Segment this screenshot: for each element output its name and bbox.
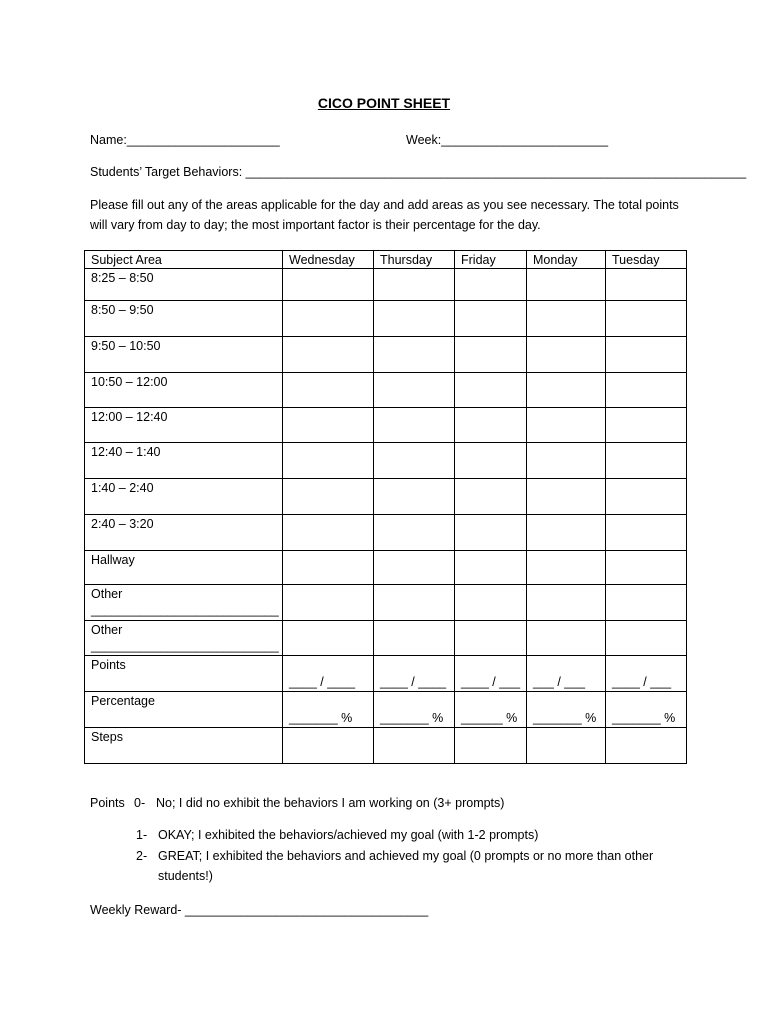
subject-area-cell [85,269,283,301]
percentage-cell-friday[interactable] [455,692,527,728]
score-cell-monday[interactable] [527,269,606,301]
legend-item-0-num: 0- [134,796,146,810]
subject-area-cell [85,585,283,621]
points-cell-monday[interactable] [527,656,606,692]
subject-area-cell [85,301,283,337]
legend-item-2-text-line1: GREAT; I exhibited the behaviors and achieved my goal (0 prompts or no more than other [158,849,654,863]
score-cell-thursday[interactable] [374,408,455,443]
score-cell-friday[interactable] [455,621,527,656]
score-cell-monday[interactable] [527,479,606,515]
subject-area-blank-line: ___________________________ [91,603,279,617]
subject-area-cell [85,337,283,373]
score-cell-thursday[interactable] [374,373,455,408]
table-row [85,515,687,551]
table-row [85,551,687,585]
steps-cell-wednesday[interactable] [283,728,374,764]
subject-area-label: 12:00 – 12:40 [91,410,168,424]
score-cell-monday[interactable] [527,408,606,443]
subject-area-label: 1:40 – 2:40 [91,481,154,495]
table-row [85,621,687,656]
points-blank: ____ / ____ [289,675,356,689]
score-cell-wednesday[interactable] [283,269,374,301]
score-cell-wednesday[interactable] [283,337,374,373]
subject-area-cell [85,515,283,551]
instructions-text: Please fill out any of the areas applicable for the day and add areas as you see necessary. The total points will vary from day to day; the most important factor is their percentage for the day. [90,198,679,232]
target-behaviors-label: Students’ Target Behaviors: ________________________________________________________________________ [90,165,747,179]
subject-area-label: Other [91,587,123,601]
score-cell-wednesday[interactable] [283,479,374,515]
subject-area-cell [85,443,283,479]
legend-points-heading: Points [90,796,125,810]
subject-area-label: 2:40 – 3:20 [91,517,154,531]
steps-cell-friday[interactable] [455,728,527,764]
score-cell-friday[interactable] [455,585,527,621]
subject-area-label: Other [91,623,123,637]
steps-cell-thursday[interactable] [374,728,455,764]
subject-area-cell [85,408,283,443]
table-row [85,479,687,515]
score-cell-tuesday[interactable] [606,301,687,337]
steps-row [85,728,687,764]
subject-area-blank-line: ___________________________ [91,639,279,653]
point-table [84,250,687,764]
score-cell-tuesday[interactable] [606,621,687,656]
points-cell-tuesday[interactable] [606,656,687,692]
subject-area-label: 8:25 – 8:50 [91,271,154,285]
legend-item-2-text-line2: students!) [158,869,213,883]
subject-area-cell [85,373,283,408]
score-cell-friday[interactable] [455,551,527,585]
subject-area-cell [85,551,283,585]
legend-item-2-num: 2- [136,849,148,863]
steps-label: Steps [85,728,283,764]
score-cell-friday[interactable] [455,515,527,551]
percentage-blank: _______ % [289,711,353,725]
points-cell-friday[interactable] [455,656,527,692]
percentage-cell-tuesday[interactable] [606,692,687,728]
score-cell-thursday[interactable] [374,301,455,337]
score-cell-friday[interactable] [455,408,527,443]
points-blank: ____ / ___ [612,675,672,689]
subject-area-label: Hallway [91,553,135,567]
score-cell-thursday[interactable] [374,479,455,515]
table-row [85,443,687,479]
score-cell-tuesday[interactable] [606,408,687,443]
score-cell-wednesday[interactable] [283,301,374,337]
percentage-cell-wednesday[interactable] [283,692,374,728]
score-cell-friday[interactable] [455,373,527,408]
score-cell-friday[interactable] [455,479,527,515]
percentage-blank: _______ % [380,711,444,725]
weekly-reward-label: Weekly Reward- ___________________________________ [90,903,429,917]
percentage-blank: _______ % [612,711,676,725]
week-field-label: Week:________________________ [406,133,609,147]
score-cell-thursday[interactable] [374,515,455,551]
score-cell-thursday[interactable] [374,269,455,301]
score-cell-tuesday[interactable] [606,479,687,515]
score-cell-monday[interactable] [527,337,606,373]
points-label: Points [85,656,283,692]
subject-area-cell [85,479,283,515]
score-cell-tuesday[interactable] [606,337,687,373]
score-cell-tuesday[interactable] [606,515,687,551]
score-cell-tuesday[interactable] [606,551,687,585]
legend-item-0-text: No; I did no exhibit the behaviors I am working on (3+ prompts) [156,796,505,810]
score-cell-friday[interactable] [455,269,527,301]
subject-area-label: 9:50 – 10:50 [91,339,161,353]
percentage-label: Percentage [85,692,283,728]
subject-area-label: 8:50 – 9:50 [91,303,154,317]
legend-item-1-num: 1- [136,828,148,842]
score-cell-thursday[interactable] [374,337,455,373]
table-header-row [85,251,687,269]
steps-cell-tuesday[interactable] [606,728,687,764]
score-cell-wednesday[interactable] [283,585,374,621]
percentage-blank: _______ % [533,711,597,725]
score-cell-monday[interactable] [527,621,606,656]
percentage-cell-thursday[interactable] [374,692,455,728]
subject-area-label: 10:50 – 12:00 [91,375,168,389]
score-cell-friday[interactable] [455,337,527,373]
points-blank: ____ / ____ [380,675,447,689]
table-row [85,585,687,621]
score-cell-thursday[interactable] [374,621,455,656]
subject-area-label: 12:40 – 1:40 [91,445,161,459]
score-cell-tuesday[interactable] [606,585,687,621]
score-cell-tuesday[interactable] [606,269,687,301]
points-cell-wednesday[interactable] [283,656,374,692]
score-cell-monday[interactable] [527,301,606,337]
score-cell-thursday[interactable] [374,443,455,479]
score-cell-monday[interactable] [527,551,606,585]
points-row [85,656,687,692]
score-cell-monday[interactable] [527,443,606,479]
legend-item-1-text: OKAY; I exhibited the behaviors/achieved my goal (with 1-2 prompts) [158,828,539,842]
steps-cell-monday[interactable] [527,728,606,764]
points-blank: ____ / ___ [461,675,521,689]
points-blank: ___ / ___ [533,675,586,689]
header-tuesday: Tuesday [606,251,687,269]
score-cell-wednesday[interactable] [283,621,374,656]
percentage-row [85,692,687,728]
percentage-cell-monday[interactable] [527,692,606,728]
name-field-label: Name:______________________ [90,133,280,147]
subject-area-cell [85,621,283,656]
score-cell-wednesday[interactable] [283,373,374,408]
score-cell-wednesday[interactable] [283,551,374,585]
header-subject-area: Subject Area [85,251,283,269]
score-cell-tuesday[interactable] [606,443,687,479]
table-row [85,373,687,408]
score-cell-friday[interactable] [455,443,527,479]
score-cell-tuesday[interactable] [606,373,687,408]
score-cell-wednesday[interactable] [283,443,374,479]
score-cell-friday[interactable] [455,301,527,337]
table-row [85,337,687,373]
score-cell-monday[interactable] [527,515,606,551]
header-monday: Monday [527,251,606,269]
page-title: CICO POINT SHEET [317,95,451,111]
header-wednesday: Wednesday [283,251,374,269]
points-cell-thursday[interactable] [374,656,455,692]
score-cell-wednesday[interactable] [283,408,374,443]
score-cell-thursday[interactable] [374,551,455,585]
header-thursday: Thursday [374,251,455,269]
score-cell-monday[interactable] [527,585,606,621]
table-row [85,408,687,443]
header-friday: Friday [455,251,527,269]
table-row [85,301,687,337]
table-row [85,269,687,301]
score-cell-wednesday[interactable] [283,515,374,551]
score-cell-monday[interactable] [527,373,606,408]
percentage-blank: ______ % [461,711,518,725]
score-cell-thursday[interactable] [374,585,455,621]
